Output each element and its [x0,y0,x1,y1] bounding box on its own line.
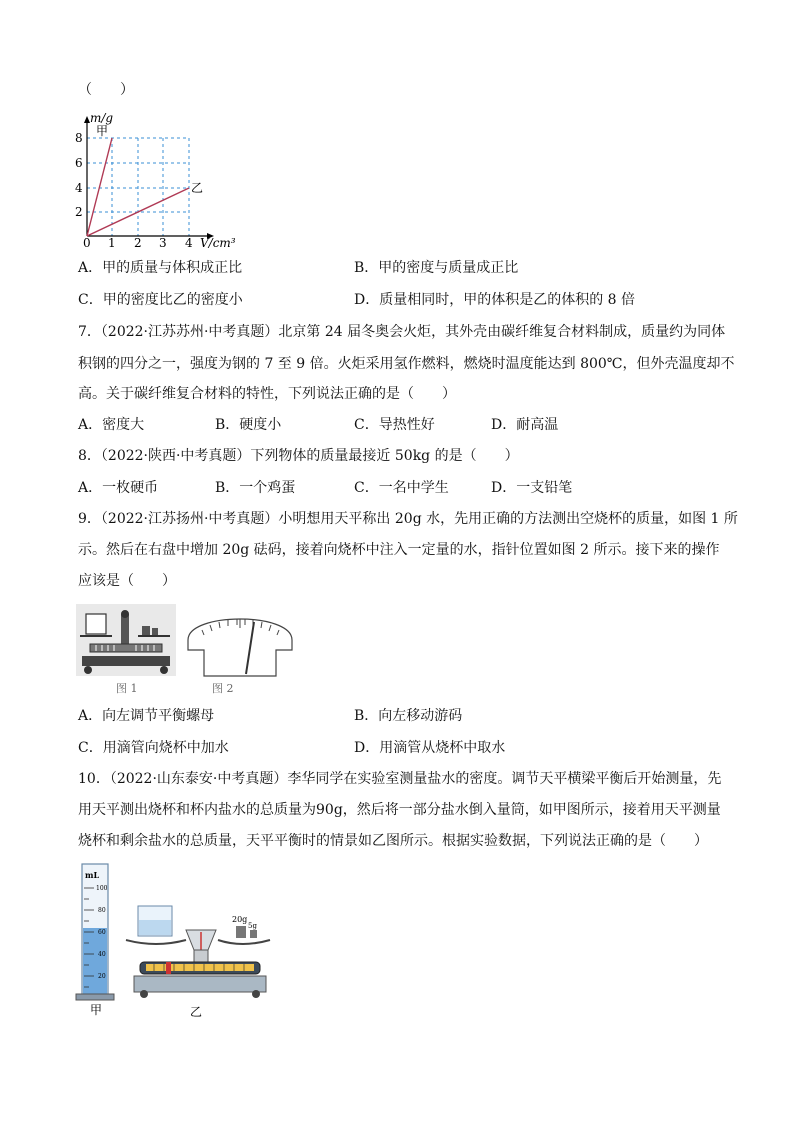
q7-option-b: B．硬度小 [215,417,282,433]
q9-option-b: B．向左移动游码 [354,708,463,724]
q9-option-c: C．用滴管向烧杯中加水 [78,740,229,756]
q10-text-line1: 10．（2022·山东泰安·中考真题）李华同学在实验室测量盐水的密度。调节天平横梁平衡后开始测量，先 [78,771,722,787]
y-tick-2: 2 [75,205,83,219]
fig-jia-caption: 甲 [90,1003,103,1017]
q6-answer-bracket: （ ） [78,82,134,98]
q10-text-line2: 用天平测出烧杯和杯内盐水的总质量为90g，然后将一部分盐水倒入量筒，如甲图所示，接着用天平测量 [78,802,721,818]
cylinder-tick-40: 40 [98,951,106,958]
weight-label-5g: 5g [248,922,257,930]
q9-option-a: A．向左调节平衡螺母 [78,708,215,724]
q6-option-d: D．质量相同时，甲的体积是乙的体积的 8 倍 [354,292,636,308]
y-tick-4: 4 [75,181,83,195]
q8-option-c: C．一名中学生 [354,480,449,496]
cylinder-unit-label: mL [85,870,100,880]
fig2-caption: 图 2 [212,682,234,695]
x-tick-2: 2 [134,236,142,248]
cylinder-tick-80: 80 [98,907,106,914]
q6-mass-volume-graph [72,108,272,248]
weight-label-20g: 20g [232,915,248,924]
fig1-caption: 图 1 [116,682,138,695]
x-tick-1: 1 [108,236,116,248]
q10-text-line3: 烧杯和剩余盐水的总质量，天平平衡时的情景如乙图所示。根据实验数据，下列说法正确的是（ ） [78,833,708,849]
q9-fig2-pointer-scale [178,604,302,696]
cylinder-tick-100: 100 [96,885,108,892]
q8-option-d: D．一支铅笔 [491,480,573,496]
y-tick-8: 8 [75,131,83,145]
q7-text-line1: 7．（2022·江苏苏州·中考真题）北京第 24 届冬奥会火炬，其外壳由碳纤维复合材料制成，质量约为同体 [78,324,726,340]
q9-fig1-balance [76,604,176,696]
q8-option-a: A．一枚硬币 [78,480,159,496]
q6-option-c: C．甲的密度比乙的密度小 [78,292,243,308]
q6-option-a: A．甲的质量与体积成正比 [78,260,243,276]
q10-fig-jia-cylinder [72,860,122,1018]
q7-option-a: A．密度大 [78,417,145,433]
q10-fig-yi-balance [124,900,274,1020]
x-tick-4: 4 [185,236,193,248]
q7-text-line3: 高。关于碳纤维复合材料的特性，下列说法正确的是（ ） [78,386,456,402]
x-tick-3: 3 [159,236,167,248]
cylinder-tick-20: 20 [98,973,106,980]
q8-option-b: B．一个鸡蛋 [215,480,296,496]
yi-label: 乙 [191,181,204,195]
jia-label: 甲 [96,124,109,138]
q7-text-line2: 积钢的四分之一，强度为钢的 7 至 9 倍。火炬采用氢作燃料，燃烧时温度能达到 800℃，但外壳温度却不 [78,356,735,372]
y-axis-label: m/g [90,111,114,125]
q9-option-d: D．用滴管从烧杯中取水 [354,740,506,756]
q9-text-line2: 示。然后在右盘中增加 20g 砝码，接着向烧杯中注入一定量的水，指针位置如图 2 所示。接下来的操作 [78,542,720,558]
q8-text-line1: 8．（2022·陕西·中考真题）下列物体的质量最接近 50kg 的是（ ） [78,448,519,464]
q6-option-b: B．甲的密度与质量成正比 [354,260,519,276]
q7-option-d: D．耐高温 [491,417,559,433]
x-tick-0: 0 [83,236,91,248]
cylinder-tick-60: 60 [98,929,106,936]
fig-yi-caption: 乙 [190,1005,203,1019]
x-axis-label: V/cm³ [200,236,236,248]
y-tick-6: 6 [75,156,83,170]
q9-text-line3: 应该是（ ） [78,573,176,589]
q7-option-c: C．导热性好 [354,417,435,433]
line-jia [87,138,112,236]
q9-text-line1: 9．（2022·江苏扬州·中考真题）小明想用天平称出 20g 水，先用正确的方法测出空烧杯的质量，如图 1 所 [78,511,738,527]
